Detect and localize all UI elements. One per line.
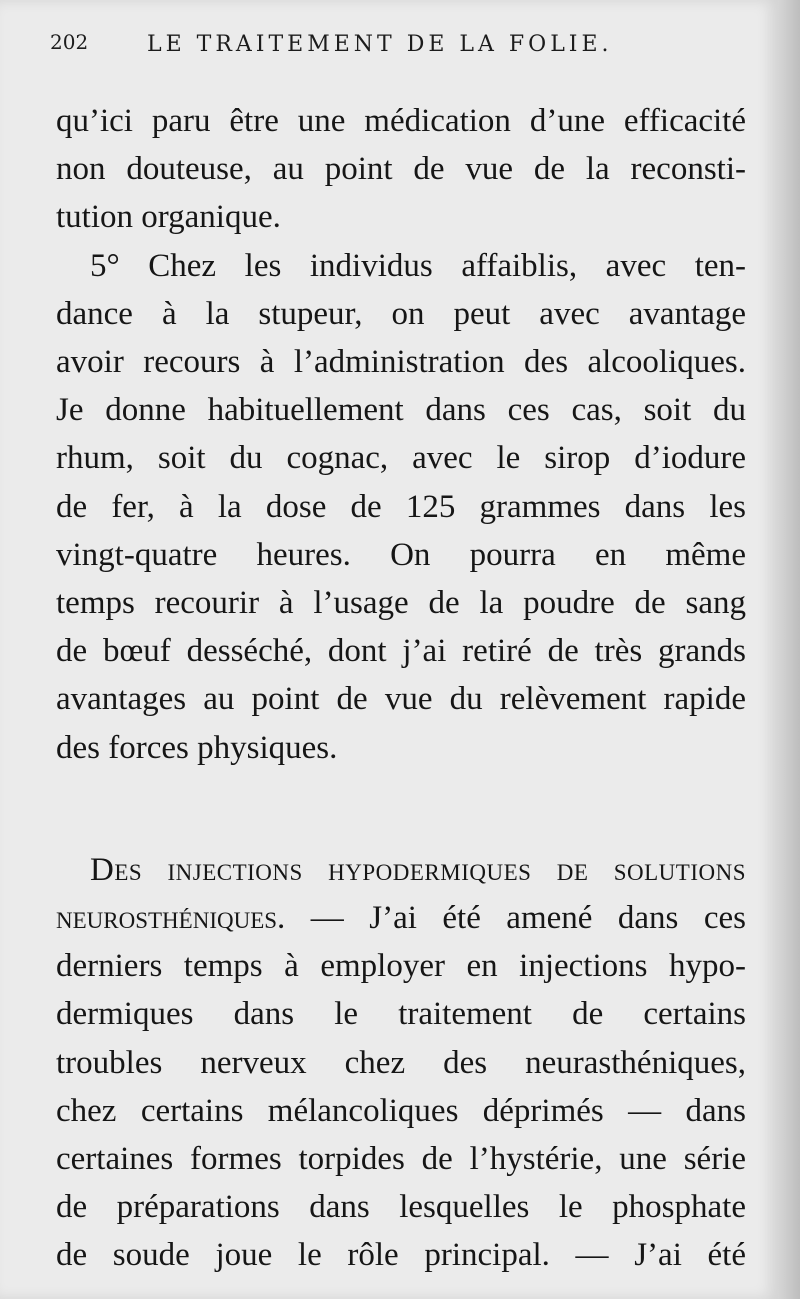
text-fragment: — J’ai été amené dans ces xyxy=(285,900,746,937)
text-line: dermiques dans le traitement de certains xyxy=(56,996,746,1033)
page-edge xyxy=(778,0,800,1299)
text-line: chez certains mélancoliques déprimés — dans xyxy=(56,1092,746,1129)
paragraph-1 xyxy=(56,97,746,242)
text-line: qu’ici paru être une médication d’une efficacité xyxy=(56,103,746,139)
text-line xyxy=(56,894,746,942)
text-line: de soude joue le rôle principal. — J’ai été xyxy=(56,1237,746,1274)
text-line: Je donne habituellement dans ces cas, soit du xyxy=(56,392,746,429)
text-line: certaines formes torpides de l’hystérie, une série xyxy=(56,1141,746,1178)
text-line: de fer, à la dose de 125 grammes dans les xyxy=(56,488,746,525)
section-heading: Des injections hypodermiques de solutions xyxy=(90,851,746,888)
page-header xyxy=(50,26,690,66)
page-number: 202 xyxy=(50,30,89,54)
section-injections xyxy=(56,846,746,1280)
text-line: rhum, soit du cognac, avec le sirop d’iodure xyxy=(56,440,746,477)
paragraph-2 xyxy=(56,242,746,772)
text-line: temps recourir à l’usage de la poudre de sang xyxy=(56,585,746,622)
text-line: de bœuf desséché, dont j’ai retiré de très grands xyxy=(56,633,746,670)
text-line: avantages au point de vue du relèvement rapide xyxy=(56,681,746,718)
running-title: LE TRAITEMENT DE LA FOLIE. xyxy=(147,32,613,57)
text-line: troubles nerveux chez des neurasthéniques, xyxy=(56,1044,746,1081)
text-line: dance à la stupeur, on peut avec avantage xyxy=(56,295,746,332)
body-text xyxy=(56,97,746,1280)
text-line: de préparations dans lesquelles le phosphate xyxy=(56,1189,746,1226)
text-line: tution organique. xyxy=(56,199,281,236)
text-line: 5° Chez les individus affaiblis, avec ten- xyxy=(90,247,746,284)
text-line: des forces physiques. xyxy=(56,729,338,766)
section-heading-continued: neurosthéniques. xyxy=(56,900,286,937)
text-line: vingt-quatre heures. On pourra en même xyxy=(56,536,746,573)
text-line: derniers temps à employer en injections hypo- xyxy=(56,948,746,985)
section-spacer xyxy=(56,772,746,846)
text-line: avoir recours à l’administration des alcooliques. xyxy=(56,344,746,381)
text-line: non douteuse, au point de vue de la reconsti- xyxy=(56,151,746,188)
